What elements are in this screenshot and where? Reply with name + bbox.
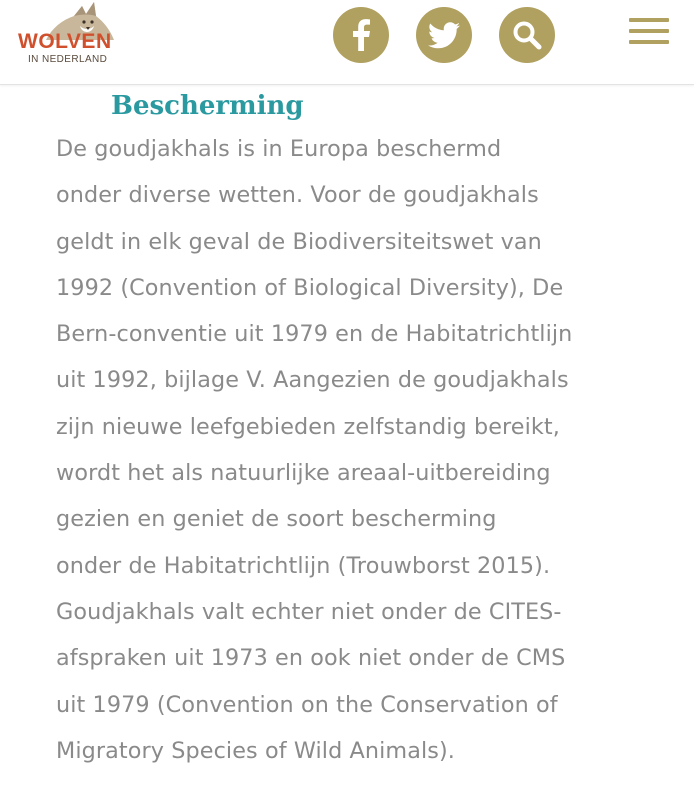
paragraph-line: onder de Habitatrichtlijn (Trouwborst 2015). xyxy=(56,552,551,579)
paragraph-line: uit 1979 (Convention on the Conservation of xyxy=(56,691,558,718)
site-header xyxy=(0,0,694,85)
menu-bar xyxy=(629,18,669,22)
paragraph-line: geldt in elk geval de Biodiversiteitswet van xyxy=(56,228,542,255)
section-heading: Bescherming xyxy=(111,91,304,121)
article-paragraph xyxy=(56,126,666,774)
search-button[interactable] xyxy=(499,7,555,63)
paragraph-line: afspraken uit 1973 en ook niet onder de CMS xyxy=(56,645,566,672)
paragraph-line: gezien en geniet de soort bescherming xyxy=(56,506,497,533)
facebook-icon xyxy=(351,19,371,51)
twitter-button[interactable] xyxy=(416,7,472,63)
paragraph-line: Goudjakhals valt echter niet onder de CITES- xyxy=(56,598,562,625)
paragraph-line: wordt het als natuurlijke areaal-uitbereiding xyxy=(56,460,551,487)
logo-tagline: IN NEDERLAND xyxy=(28,54,108,65)
paragraph-line: Bern-conventie uit 1979 en de Habitatrichtlijn xyxy=(56,321,573,348)
logo-brand-text: WOLVEN xyxy=(18,30,112,53)
paragraph-line: De goudjakhals is in Europa beschermd xyxy=(56,136,502,162)
twitter-icon xyxy=(428,22,460,49)
paragraph-line: onder diverse wetten. Voor de goudjakhals xyxy=(56,182,539,209)
hamburger-menu-button[interactable] xyxy=(626,16,670,48)
menu-bar xyxy=(629,40,669,44)
paragraph-line: uit 1992, bijlage V. Aangezien de goudjakhals xyxy=(56,367,569,394)
paragraph-line: 1992 (Convention of Biological Diversity), De xyxy=(56,274,564,301)
search-icon xyxy=(512,20,542,50)
menu-bar xyxy=(629,29,669,33)
paragraph-line: Migratory Species of Wild Animals). xyxy=(56,737,455,764)
paragraph-line: zijn nieuwe leefgebieden zelfstandig bereikt, xyxy=(56,413,560,440)
facebook-button[interactable] xyxy=(333,7,389,63)
site-logo[interactable] xyxy=(16,0,136,72)
